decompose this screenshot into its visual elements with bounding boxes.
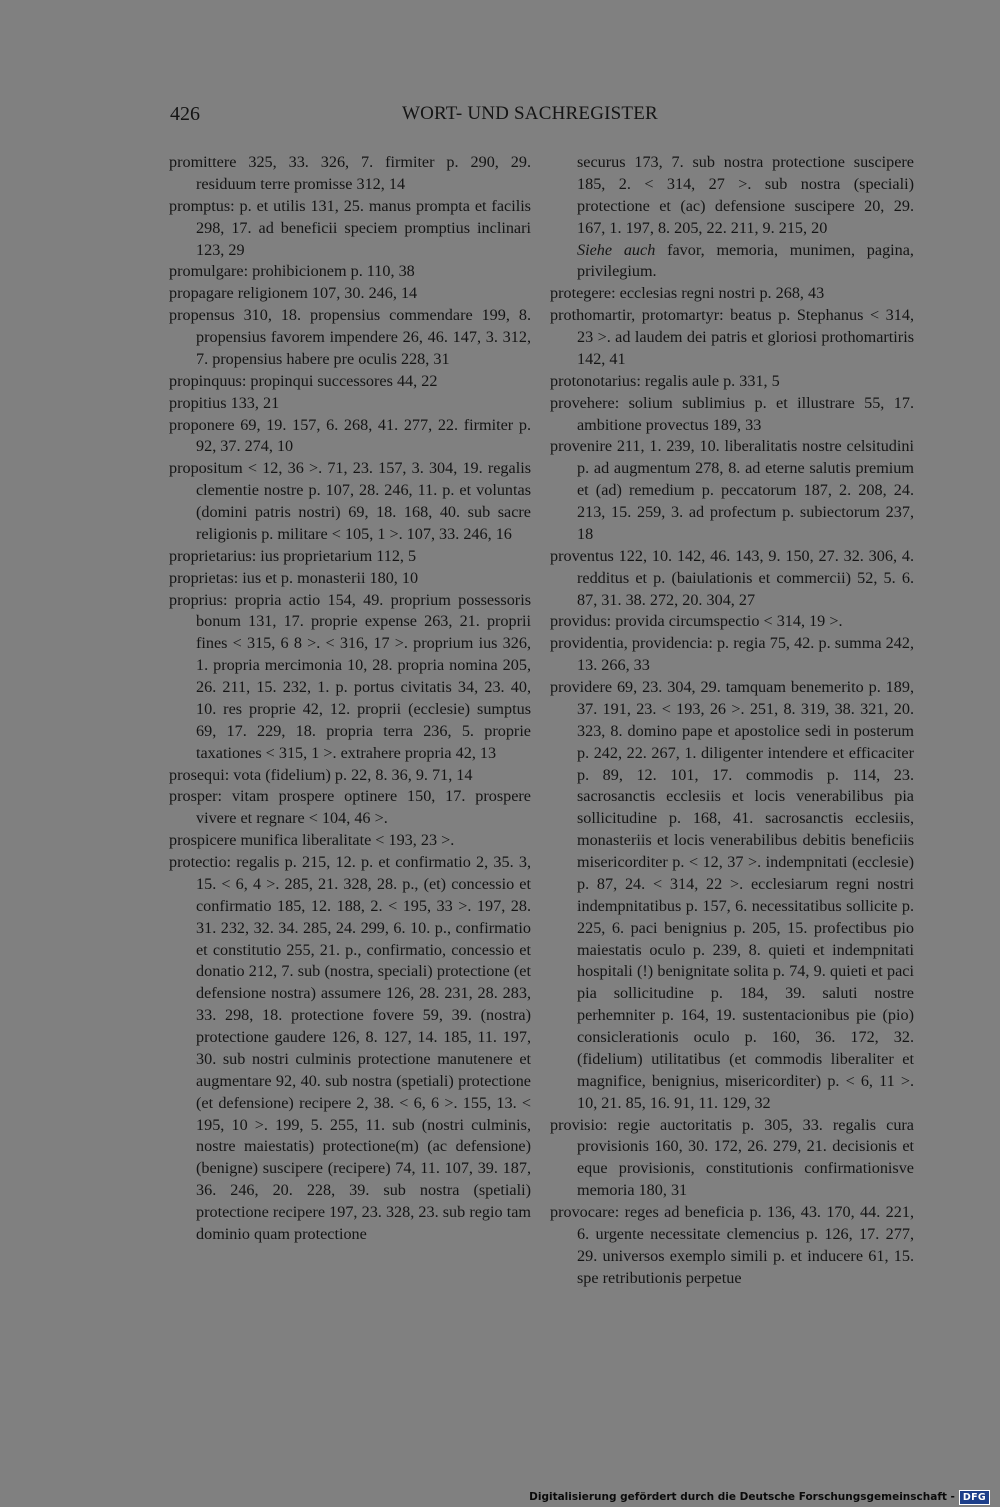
index-entry: propensus 310, 18. propensius commendare 199, 8. propensius favorem impendere 26, 46. 147, 3. 312, 7. propensius habere pre oculis 228, 31 xyxy=(169,306,531,368)
index-entry: protectio: regalis p. 215, 12. p. et confirmatio 2, 35. 3, 15. < 6, 4 >. 285, 21. 328, 28. p., (et) concessio et confirmatio 185, 12. 188, 2. < 195, 33 >. 197, 28. 31. 232, 32. 34. 285, 24. 299, 6. 10. p., confirmatio et constitutio 255, 21. p., confirmatio, concessio et donatio 212, 7. sub (nostra, speciali) protectione (et defensione nostra) assumere 126, 28. 231, 28. 283, 33. 298, 18. protectione fovere 59, 39. (nostra) protectione gaudere 126, 8. 127, 14. 185, 11. 197, 30. sub nostri culminis protectione manutenere et augmentare 92, 40. sub nostra (spetiali) protectione (et defensione) recipere 2, 38. < 6, 6 >. 155, 13. < 195, 10 >. 199, 5. 255, 11. sub (nostri culminis, nostre maiestatis) protectione(m) (ac defensione) (benigne) suscipere (recipere) 74, 11. 107, 39. 187, 36. 246, 20. 228, 39. sub nostra (spetiali) protectione recipere 197, 23. 328, 23. sub regio tam dominio quam protectione xyxy=(169,853,531,1243)
right-column xyxy=(550,152,914,1290)
index-entry: protegere: ecclesias regni nostri p. 268, 43 xyxy=(550,284,825,303)
page-number: 426 xyxy=(170,103,200,125)
left-column xyxy=(169,152,531,1246)
index-entry: proprius: propria actio 154, 49. proprium possessoris bonum 131, 17. proprie expense 263, 21. proprii fines < 315, 6 8 >. < 316, 17 >. proprium ius 326, 1. propria mercimonia 10, 28. propria nomina 205, 26. 211, 15. 232, 1. p. portus civitatis 34, 23. 40, 10. res proprie 42, 12. proprii (ecclesie) sumptus 69, 17. 229, 18. propria terra 236, 5. proprie taxationes < 315, 1 >. extrahere propria 42, 13 xyxy=(169,590,531,762)
digitization-footer xyxy=(529,1489,990,1505)
index-entry: proventus 122, 10. 142, 46. 143, 9. 150, 27. 32. 306, 4. redditus et p. (baiulationis et commercii) 52, 5. 6. 87, 31. 38. 272, 20. 304, 27 xyxy=(550,546,914,609)
footer-text: Digitalisierung gefördert durch die Deutsche Forschungsgemeinschaft - xyxy=(529,1491,955,1503)
see-also-text: favor, memoria, munimen, pagina, privilegium. xyxy=(577,240,914,281)
dfg-logo: DFG xyxy=(959,1490,990,1505)
index-entry: promulgare: prohibicionem p. 110, 38 xyxy=(169,262,415,281)
continuation-text: securus 173, 7. sub nostra protectione suscipere 185, 2. < 314, 27 >. sub nostra (speciali) protectione et (ac) defensione suscipere 20, 29. 167, 1. 197, 8. 205, 22. 211, 9. 215, 20 xyxy=(577,153,914,237)
index-entry-continuation xyxy=(550,152,914,240)
see-also-label: Siehe auch xyxy=(577,240,656,259)
index-entry: promptus: p. et utilis 131, 25. manus prompta et facilis 298, 17. ad beneficii speciem promptius inclinari 123, 29 xyxy=(169,196,531,259)
index-entry: proprietas: ius et p. monasterii 180, 10 xyxy=(169,568,419,587)
index-entry: propitius 133, 21 xyxy=(169,393,280,412)
running-title: WORT- UND SACHREGISTER xyxy=(402,103,658,124)
index-entry: propositum < 12, 36 >. 71, 23. 157, 3. 304, 19. regalis clementie nostre p. 107, 28. 246, 11. p. et voluntas (domini patris nostri) 69, 18. 168, 40. sub sacre religionis p. militare < 105, 1 >. 107, 33. 246, 16 xyxy=(169,459,531,543)
index-entry: proponere 69, 19. 157, 6. 268, 41. 277, 22. firmiter p. 92, 37. 274, 10 xyxy=(169,415,531,456)
index-entry: propinquus: propinqui successores 44, 22 xyxy=(169,371,438,390)
index-entry: prosper: vitam prospere optinere 150, 17. prospere vivere et regnare < 104, 46 >. xyxy=(169,787,531,828)
index-entry: providus: provida circumspectio < 314, 19 >. xyxy=(550,612,843,631)
index-entry: prosequi: vota (fidelium) p. 22, 8. 36, 9. 71, 14 xyxy=(169,765,473,784)
index-entry: proprietarius: ius proprietarium 112, 5 xyxy=(169,546,417,565)
page-header xyxy=(170,103,910,133)
index-entry: propagare religionem 107, 30. 246, 14 xyxy=(169,284,418,303)
index-entry: providere 69, 23. 304, 29. tamquam benemerito p. 189, 37. 191, 23. < 193, 26 >. 251, 8. 319, 38. 321, 20. 323, 8. domino pape et apostolice sedi in posterum p. 242, 22. 267, 1. diligenter intendere et efficaciter p. 89, 12. 101, 17. commodis p. 114, 23. sacrosanctis ecclesiis et locis venerabilibus pia sollicitudine p. 168, 41. sacrosanctis ecclesiis, monasteriis et locis venerabilibus debitis beneficiis misericorditer p. < 12, 37 >. indempnitati (ecclesie) p. 87, 24. < 314, 22 >. ecclesiarum regni nostri indempnitatibus p. 157, 6. necessitatibus sollicite p. 225, 6. paci benignius p. 205, 15. profectibus pio maiestatis oculo p. 239, 8. quieti et indempnitati hospitali (!) benignitate solita p. 74, 9. quieti et paci pia sollicitudine p. 184, 39. saluti nostre perhemniter p. 164, 19. sustentacionibus pie (pio) consiclerationis oculo p. 160, 36. 172, 32. (fidelium) utilitatibus (et commodis liberaliter et magnifice, benignius, misericorditer) p. < 6, 11 >. 10, 21. 85, 16. 91, 11. 129, 32 xyxy=(550,678,914,1112)
index-entry: protonotarius: regalis aule p. 331, 5 xyxy=(550,371,780,390)
index-entry: promittere 325, 33. 326, 7. firmiter p. 290, 29. residuum terre promisse 312, 14 xyxy=(169,153,531,193)
index-entry: providentia, providencia: p. regia 75, 42. p. summa 242, 13. 266, 33 xyxy=(550,634,914,675)
see-also-entry xyxy=(550,240,914,284)
index-entry: provehere: solium sublimius p. et illustrare 55, 17. ambitione provectus 189, 33 xyxy=(550,393,914,434)
index-entry: prospicere munifica liberalitate < 193, 23 >. xyxy=(169,831,455,850)
index-entry: provocare: reges ad beneficia p. 136, 43. 170, 44. 221, 6. urgente necessitate clemencius p. 126, 17. 277, 29. universos exemplo simili p. et inducere 61, 15. spe retributionis perpetue xyxy=(550,1203,914,1287)
index-entry: prothomartir, protomartyr: beatus p. Stephanus < 314, 23 >. ad laudem dei patris et gloriosi prothomartiris 142, 41 xyxy=(550,306,914,368)
index-entry: provisio: regie auctoritatis p. 305, 33. regalis cura provisionis 160, 30. 172, 26. 279, 21. decisionis et eque provisionis, constitutionis confirmationisve memoria 180, 31 xyxy=(550,1115,914,1200)
index-entry: provenire 211, 1. 239, 10. liberalitatis nostre celsitudini p. ad augmentum 278, 8. ad eterne salutis premium et (ad) remedium p. peccatorum 187, 2. 208, 24. 213, 15. 259, 3. ad profectum p. subiectorum 237, 18 xyxy=(550,437,914,543)
